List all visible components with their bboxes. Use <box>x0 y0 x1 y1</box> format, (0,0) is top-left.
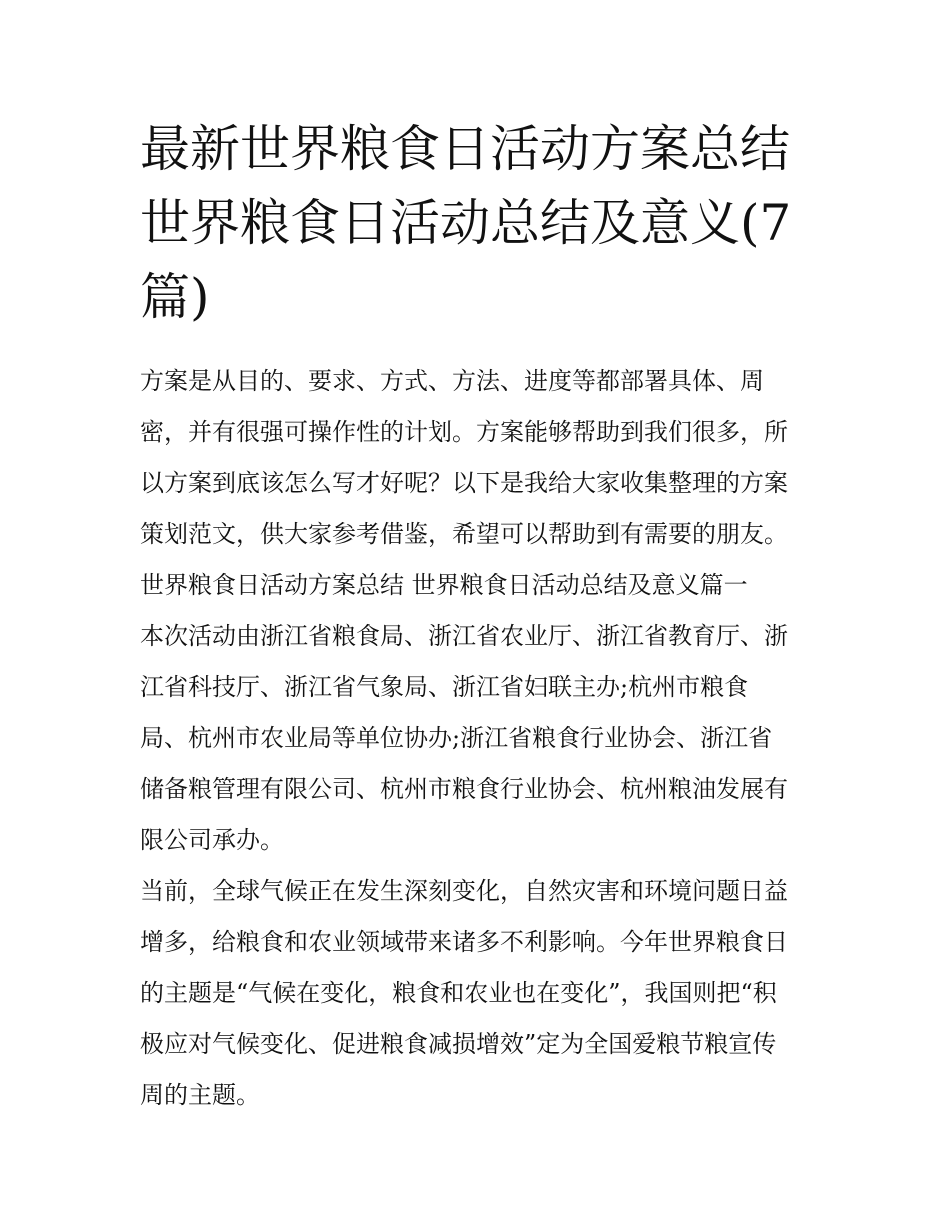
text-line: 本次活动由浙江省粮食局、浙江省农业厅、浙江省教育厅、浙 <box>140 622 788 650</box>
document-body <box>140 356 820 1121</box>
text-line: 周的主题。 <box>140 1081 260 1109</box>
text-line: 局、杭州市农业局等单位协办;浙江省粮食行业协会、浙江省 <box>140 724 773 752</box>
text-line: 以方案到底该怎么写才好呢？以下是我给大家收集整理的方案 <box>140 469 788 497</box>
text-line: 极应对气候变化、促进粮食减损增效”定为全国爱粮节粮宣传 <box>140 1030 777 1058</box>
title-line: 世界粮食日活动总结及意义(7 <box>140 194 792 252</box>
text-line: 世界粮食日活动方案总结 世界粮食日活动总结及意义篇一 <box>140 571 748 599</box>
text-line: 策划范文，供大家参考借鉴，希望可以帮助到有需要的朋友。 <box>140 520 788 548</box>
text-line: 储备粮管理有限公司、杭州市粮食行业协会、杭州粮油发展有 <box>140 775 788 803</box>
text-line: 江省科技厅、浙江省气象局、浙江省妇联主办;杭州市粮食 <box>140 673 749 701</box>
text-line: 增多，给粮食和农业领域带来诸多不利影响。今年世界粮食日 <box>140 928 788 956</box>
text-line: 方案是从目的、要求、方式、方法、进度等都部署具体、周 <box>140 367 764 395</box>
text-line: 当前，全球气候正在发生深刻变化，自然灾害和环境问题日益 <box>140 877 788 905</box>
document-title <box>140 112 820 334</box>
text-line: 的主题是“气候在变化，粮食和农业也在变化”，我国则把“积 <box>140 979 777 1007</box>
intro-paragraph <box>140 356 820 560</box>
text-line: 限公司承办。 <box>140 826 284 854</box>
organizers-paragraph <box>140 611 820 866</box>
title-line: 篇) <box>140 268 210 326</box>
title-line: 最新世界粮食日活动方案总结 <box>140 120 790 178</box>
text-line: 密，并有很强可操作性的计划。方案能够帮助到我们很多，所 <box>140 418 788 446</box>
section-heading <box>140 560 820 611</box>
theme-paragraph <box>140 866 820 1121</box>
